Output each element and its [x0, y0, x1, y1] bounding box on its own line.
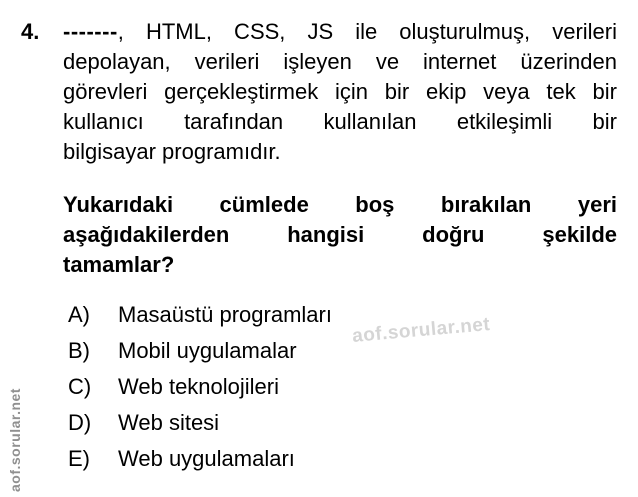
option-e[interactable]: [68, 444, 488, 480]
option-d-text: Web sitesi: [118, 410, 220, 435]
option-a-letter: A): [68, 302, 90, 327]
option-b-text: Mobil uygulamalar: [118, 338, 297, 363]
option-c[interactable]: [68, 372, 488, 408]
option-d-letter: D): [68, 410, 92, 435]
option-e-letter: E): [68, 446, 90, 471]
question-body-line-5: bilgisayar programıdır.: [63, 139, 281, 164]
option-e-text: Web uygulamaları: [118, 446, 295, 471]
question-stem-line-1: Yukarıdaki cümlede boş bırakılan yeri: [63, 192, 617, 217]
question-body-line-1: [63, 17, 617, 47]
watermark-diagonal: aof.sorular.net: [351, 314, 492, 347]
blank-dashes: -------: [63, 19, 118, 44]
option-c-text: Web teknolojileri: [118, 374, 280, 399]
question-stem-line-3: tamamlar?: [63, 252, 175, 277]
watermark-left-vertical: aof.sorular.net: [7, 388, 23, 492]
question-body-line-2: depolayan, verileri işleyen ve internet üzerinden: [63, 49, 617, 74]
question-stem: [63, 190, 617, 280]
question-stem-line-2: aşağıdakilerden hangisi doğru şekilde: [63, 222, 617, 247]
option-a-text: Masaüstü programları: [118, 302, 332, 327]
option-c-letter: C): [68, 374, 92, 399]
option-b-letter: B): [68, 338, 90, 363]
question-body: [63, 17, 617, 167]
question-number: 4.: [21, 19, 40, 44]
question-body-line-1-text: , HTML, CSS, JS ile oluşturulmuş, verileri: [117, 19, 617, 44]
option-d[interactable]: [68, 408, 488, 444]
question-body-line-3: görevleri gerçekleştirmek için bir ekip veya tek bir: [63, 79, 617, 104]
question-body-line-4: kullanıcı tarafından kullanılan etkileşimli bir: [63, 109, 617, 134]
